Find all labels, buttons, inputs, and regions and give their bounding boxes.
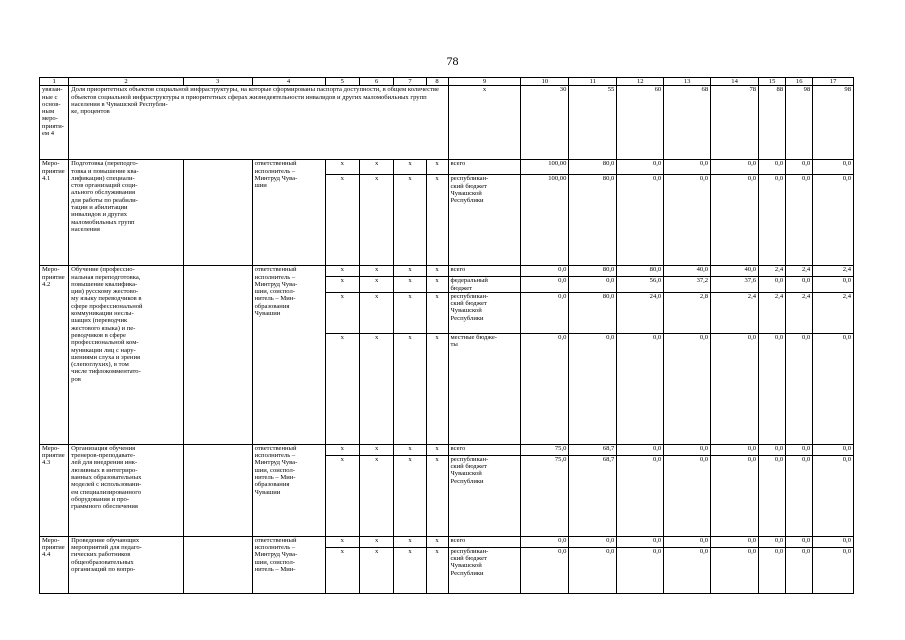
indicator-value: 55 [569,86,617,160]
measure-code: Меро- приятие 4.4 [40,536,69,593]
measure-mark: х [325,547,359,593]
funding-value: 0,0 [813,547,854,593]
funding-source: всего [448,266,521,277]
funding-value: 0,0 [664,160,711,175]
funding-value: 0,0 [786,455,813,536]
funding-value: 0,0 [786,277,813,293]
funding-value: 0,0 [664,455,711,536]
funding-value: 0,0 [664,175,711,266]
measure-mark: х [426,536,448,547]
measure-executor: ответственный исполнитель – Минтруд Чува- шии, соиспол- нитель – Мин- образования Чувашии [252,266,325,445]
measure-mark: х [359,444,393,455]
column-header: 5 [325,78,359,86]
funding-value: 0,0 [521,547,569,593]
funding-value: 68,7 [569,444,617,455]
column-header: 8 [426,78,448,86]
funding-value: 40,0 [711,266,759,277]
indicator-row [40,86,854,160]
funding-value: 0,0 [711,160,759,175]
funding-value: 0,0 [759,160,786,175]
column-header: 13 [664,78,711,86]
measure-mark: х [359,547,393,593]
measure-name: Обучение (профессио- нальная переподготовка, повышение квалифика- ции) русскому жестово- му языку переводчиков в сфере профессиональной коммуникации неслы- шащих (переводчик жестового языка) и пе- реводчиков в сфере профессиональной ком- муникации лиц с нару- шениями слуха и зрения (слепоглухих), в том числе тифлокомментато- ров [69,266,184,445]
funding-value: 0,0 [759,333,786,444]
funding-value: 40,0 [664,266,711,277]
measure-mark: х [426,333,448,444]
funding-value: 80,0 [617,266,664,277]
measure-empty-cell [183,444,252,536]
measure-mark: х [359,333,393,444]
column-header: 2 [69,78,184,86]
column-header: 3 [183,78,252,86]
header-row [40,78,854,86]
measure-mark: х [325,292,359,333]
measure-empty-cell [183,160,252,266]
measure-mark: х [394,266,426,277]
funding-value: 0,0 [569,547,617,593]
funding-value: 0,0 [521,277,569,293]
measure-mark: х [394,444,426,455]
funding-value: 2,4 [786,266,813,277]
funding-value: 0,0 [711,547,759,593]
funding-value: 100,00 [521,175,569,266]
funding-value: 0,0 [813,277,854,293]
column-header: 11 [569,78,617,86]
measure-mark: х [426,160,448,175]
funding-value: 0,0 [759,444,786,455]
funding-value: 0,0 [521,266,569,277]
measure-mark: х [325,444,359,455]
column-header: 9 [448,78,521,86]
measure-row [40,444,854,455]
funding-value: 0,0 [569,536,617,547]
measure-mark: х [325,277,359,293]
measure-mark: х [394,333,426,444]
funding-value: 0,0 [617,333,664,444]
measure-mark: х [426,277,448,293]
funding-source: республикан- ский бюджет Чувашской Республики [448,455,521,536]
measure-row [40,160,854,175]
measure-mark: х [426,292,448,333]
funding-value: 0,0 [664,547,711,593]
funding-value: 0,0 [569,277,617,293]
funding-source: всего [448,160,521,175]
funding-source: федеральный бюджет [448,277,521,293]
measure-name: Подготовка (переподго- товка и повышение ква- лификации) специали- стов организаций соци- ального обслуживания для работы по реабили- тации и абилитации инвалидов и других маломобильных групп населения [69,160,184,266]
funding-value: 0,0 [813,536,854,547]
measure-mark: х [359,292,393,333]
measure-mark: х [394,277,426,293]
funding-value: 0,0 [759,547,786,593]
indicator-value: 98 [786,86,813,160]
indicator-value: 60 [617,86,664,160]
budget-table [39,77,854,594]
funding-value: 0,0 [569,333,617,444]
funding-value: 0,0 [759,536,786,547]
funding-value: 0,0 [786,175,813,266]
column-header: 12 [617,78,664,86]
funding-source: республикан- ский бюджет Чувашской Республики [448,547,521,593]
funding-value: 37,2 [664,277,711,293]
measure-mark: х [359,160,393,175]
indicator-value: 68 [664,86,711,160]
measure-mark: х [359,175,393,266]
page-number: 78 [446,54,459,68]
column-header: 7 [394,78,426,86]
funding-value: 56,0 [617,277,664,293]
funding-value: 0,0 [813,175,854,266]
measure-mark: х [394,547,426,593]
funding-value: 2,8 [664,292,711,333]
funding-value: 0,0 [617,547,664,593]
funding-source: республикан- ский бюджет Чувашской Республики [448,292,521,333]
funding-value: 68,7 [569,455,617,536]
funding-value: 2,4 [711,292,759,333]
measure-name: Проведение обучающих мероприятий для педаго- гических работников общеобразовательных организаций по вопро- [69,536,184,593]
funding-value: 0,0 [813,160,854,175]
funding-value: 0,0 [759,277,786,293]
funding-value: 2,4 [813,266,854,277]
funding-value: 0,0 [759,175,786,266]
funding-value: 2,4 [786,292,813,333]
funding-value: 0,0 [813,455,854,536]
column-header: 1 [40,78,69,86]
funding-value: 0,0 [711,444,759,455]
funding-value: 0,0 [813,333,854,444]
measure-mark: х [426,444,448,455]
measure-code: Меро- приятие 4.2 [40,266,69,445]
indicator-value: 98 [813,86,854,160]
measure-executor: ответственный исполнитель – Минтруд Чува- шии, соиспол- нитель – Мин- [252,536,325,593]
funding-value: 100,00 [521,160,569,175]
column-header: 14 [711,78,759,86]
indicator-source: х [448,86,521,160]
measure-mark: х [325,266,359,277]
measure-mark: х [394,455,426,536]
measure-code: Меро- приятие 4.3 [40,444,69,536]
funding-value: 0,0 [786,547,813,593]
measure-mark: х [394,536,426,547]
funding-value: 0,0 [786,444,813,455]
funding-value: 0,0 [617,444,664,455]
measure-row [40,266,854,277]
funding-value: 0,0 [813,444,854,455]
funding-value: 0,0 [786,536,813,547]
indicator-text: Доля приоритетных объектов социальной инфраструктуры, на которые сформированы паспорта доступности, в общем количестве объектов социальной инфраструктуры в приоритетных сферах жизнедеятельности инвалидов и других маломобильных групп населения в Чувашской Республи- ке, процентов [69,86,448,160]
measure-mark: х [426,175,448,266]
funding-value: 80,0 [569,266,617,277]
measure-mark: х [394,160,426,175]
funding-value: 0,0 [786,160,813,175]
measure-mark: х [426,547,448,593]
funding-value: 80,0 [569,160,617,175]
funding-value: 0,0 [617,160,664,175]
funding-source: всего [448,444,521,455]
indicator-value: 88 [759,86,786,160]
column-header: 17 [813,78,854,86]
funding-value: 0,0 [521,536,569,547]
measure-empty-cell [183,536,252,593]
measure-mark: х [325,175,359,266]
funding-value: 24,0 [617,292,664,333]
measure-mark: х [325,333,359,444]
funding-value: 0,0 [617,175,664,266]
indicator-value: 30 [521,86,569,160]
funding-value: 0,0 [664,444,711,455]
funding-value: 0,0 [711,175,759,266]
measure-mark: х [359,455,393,536]
funding-value: 0,0 [664,536,711,547]
column-header: 15 [759,78,786,86]
funding-source: республикан- ский бюджет Чувашской Республики [448,175,521,266]
funding-value: 0,0 [617,455,664,536]
funding-value: 0,0 [521,292,569,333]
funding-source: всего [448,536,521,547]
measure-mark: х [359,536,393,547]
measure-mark: х [325,160,359,175]
funding-value: 0,0 [711,536,759,547]
measure-name: Организация обучения тренеров-преподавате- лей для внедрения инк- люзивных в интегриро- ванных образовательных моделей с использовани- ем специализированного оборудования и про- граммного обеспечения [69,444,184,536]
funding-value: 0,0 [711,455,759,536]
measure-mark: х [325,455,359,536]
indicator-value: 78 [711,86,759,160]
measure-mark: х [359,266,393,277]
measure-row [40,536,854,547]
column-header: 4 [252,78,325,86]
measure-mark: х [394,292,426,333]
funding-value: 2,4 [759,266,786,277]
funding-value: 0,0 [617,536,664,547]
funding-value: 80,0 [569,292,617,333]
measure-mark: х [359,277,393,293]
funding-value: 0,0 [759,455,786,536]
column-header: 16 [786,78,813,86]
funding-source: местные бюдже- ты [448,333,521,444]
funding-value: 2,4 [813,292,854,333]
row-code: увязан- ные с основ- ным меро- прияти- ем 4 [40,86,69,160]
measure-mark: х [426,266,448,277]
funding-value: 37,6 [711,277,759,293]
measure-mark: х [394,175,426,266]
measure-mark: х [325,536,359,547]
funding-value: 75,0 [521,444,569,455]
measure-code: Меро- приятие 4.1 [40,160,69,266]
column-header: 10 [521,78,569,86]
measure-mark: х [426,455,448,536]
measure-executor: ответственный исполнитель – Минтруд Чува- шии, соиспол- нитель – Мин- образования Чувашии [252,444,325,536]
funding-value: 0,0 [521,333,569,444]
measure-empty-cell [183,266,252,445]
column-header: 6 [359,78,393,86]
funding-value: 0,0 [786,333,813,444]
funding-value: 0,0 [711,333,759,444]
funding-value: 0,0 [664,333,711,444]
funding-value: 80,0 [569,175,617,266]
measure-executor: ответственный исполнитель – Минтруд Чува- шии [252,160,325,266]
funding-value: 2,4 [759,292,786,333]
funding-value: 75,0 [521,455,569,536]
